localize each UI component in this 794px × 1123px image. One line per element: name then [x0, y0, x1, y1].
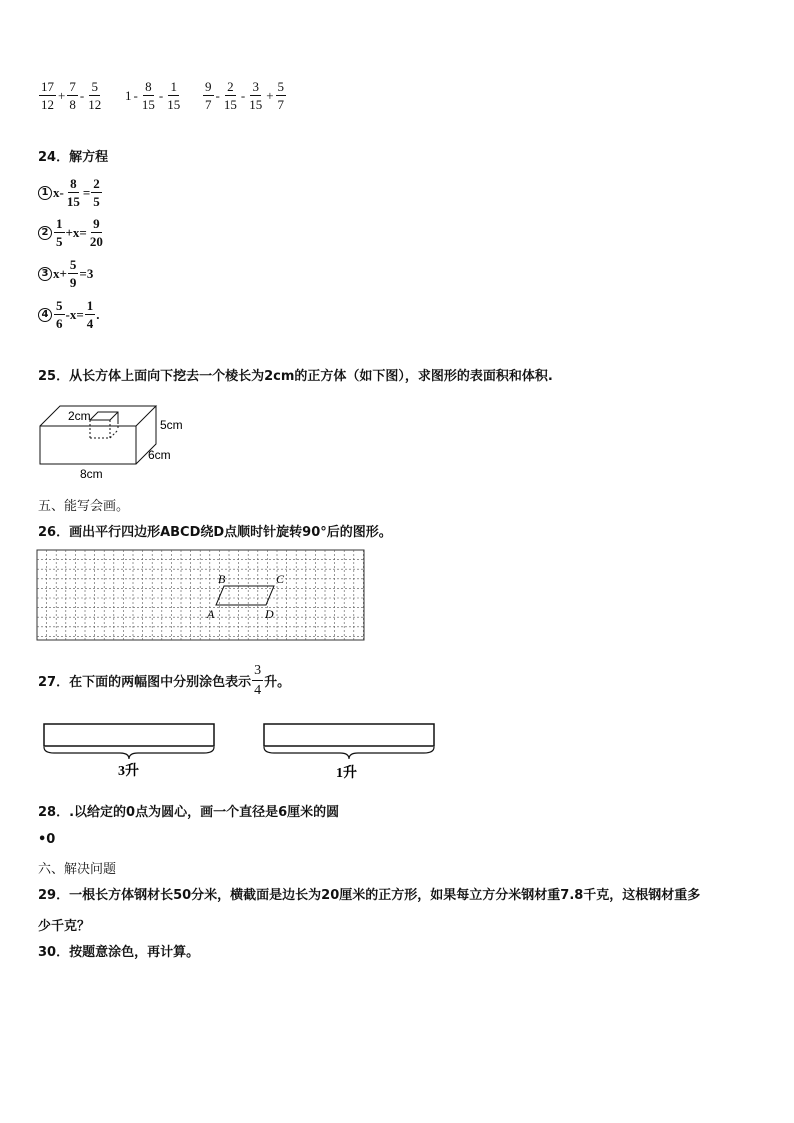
fraction: $\frac{1}{5}$: [56, 216, 63, 249]
fraction: $\frac{9}{7}$: [205, 79, 212, 112]
question-25-text: 25．从长方体上面向下挖去一个棱长为2cm的正方体（如下图），求图形的表面积和体积.: [38, 369, 553, 384]
cube-label: 2cm: [68, 409, 91, 423]
question-24-title: 24．解方程: [38, 150, 109, 165]
equation-4: 4 $\frac{5}{6}$ -x= $\frac{1}{4}$ .: [38, 298, 100, 331]
fraction: $\frac{5}{9}$: [69, 257, 77, 290]
point-d-label: D: [265, 607, 274, 621]
fraction: $\frac{1}{15}$: [167, 79, 181, 112]
center-point-o: •0: [38, 832, 56, 847]
fraction: $\frac{8}{15}$: [66, 176, 80, 209]
fraction: $\frac{5}{7}$: [277, 79, 285, 112]
section-6-heading: 六、解决问题: [38, 862, 117, 877]
grid-lines: [37, 550, 364, 640]
point-a-label: A: [207, 607, 215, 621]
fraction: $\frac{9}{20}$: [89, 216, 103, 249]
cuboid-front-face: [40, 426, 136, 464]
question-27-text: 27．在下面的两幅图中分别涂色表示 $\frac{3}{4}$ 升。: [38, 663, 291, 698]
point-b-label: B: [218, 572, 226, 586]
bar-3-liters-label: 3升: [118, 764, 139, 779]
bar-1-liter[interactable]: [264, 724, 434, 746]
width-label: 6cm: [148, 448, 171, 462]
point-c-label: C: [276, 572, 285, 586]
expression-2: 1 - $\frac{8}{15}$ - $\frac{1}{15}$: [125, 79, 181, 112]
parallelogram-abcd: [216, 586, 274, 605]
circled-number: 3: [38, 267, 52, 281]
fraction: $\frac{8}{15}$: [141, 79, 155, 112]
expression-3: $\frac{9}{7}$ - $\frac{2}{15}$ - $\frac{3}{15}$ + $\frac{5}{7}$: [205, 79, 285, 112]
bar-3-liters[interactable]: [44, 724, 214, 746]
question-28-text: 28．.以给定的0点为圆心，画一个直径是6厘米的圆: [38, 805, 340, 820]
expression-1: $\frac{17}{12}$ + $\frac{7}{8}$ - $\frac{5}{12}$: [41, 79, 102, 112]
fraction: $\frac{5}{12}$: [88, 79, 102, 112]
brace-1-liter: [264, 747, 434, 759]
dotted-grid[interactable]: [36, 549, 366, 642]
question-29-line-2: 少千克？: [38, 919, 91, 934]
circled-number: 2: [38, 226, 52, 240]
fraction: $\frac{17}{12}$: [41, 79, 54, 112]
liters-bars: [40, 720, 440, 782]
fraction: $\frac{2}{15}$: [223, 79, 237, 112]
brace-3-liters: [44, 747, 214, 759]
equation-1: 1 x- $\frac{8}{15}$ = $\frac{2}{5}$: [38, 176, 103, 209]
bar-1-liter-label: 1升: [336, 766, 357, 781]
cuboid-top-face: [40, 406, 156, 426]
fraction: $\frac{7}{8}$: [69, 79, 76, 112]
equation-2: 2 $\frac{1}{5}$ +x= $\frac{9}{20}$: [38, 216, 106, 249]
question-26-text: 26．画出平行四边形ABCD绕D点顺时针旋转90°后的图形。: [38, 525, 392, 540]
fraction: $\frac{1}{4}$: [86, 298, 94, 331]
fraction: $\frac{3}{4}$: [254, 663, 262, 698]
fraction: $\frac{2}{5}$: [93, 176, 100, 209]
fraction: $\frac{3}{15}$: [249, 79, 263, 112]
question-29-line-1: 29．一根长方体钢材长50分米，横截面是边长为20厘米的正方形，如果每立方分米钢材重7.8千克，这根钢材重多: [38, 888, 701, 903]
question-30-text: 30．按题意涂色，再计算。: [38, 945, 200, 960]
height-label: 5cm: [160, 418, 183, 432]
fraction: $\frac{5}{6}$: [56, 298, 63, 331]
equation-3: 3 x+ $\frac{5}{9}$ =3: [38, 257, 93, 290]
cube-hole-hidden-edge: [110, 430, 118, 438]
section-5-heading: 五、能写会画。: [38, 499, 130, 514]
cuboid-diagram: [36, 398, 196, 482]
circled-number: 4: [38, 308, 52, 322]
length-label: 8cm: [80, 467, 103, 481]
circled-number: 1: [38, 186, 52, 200]
